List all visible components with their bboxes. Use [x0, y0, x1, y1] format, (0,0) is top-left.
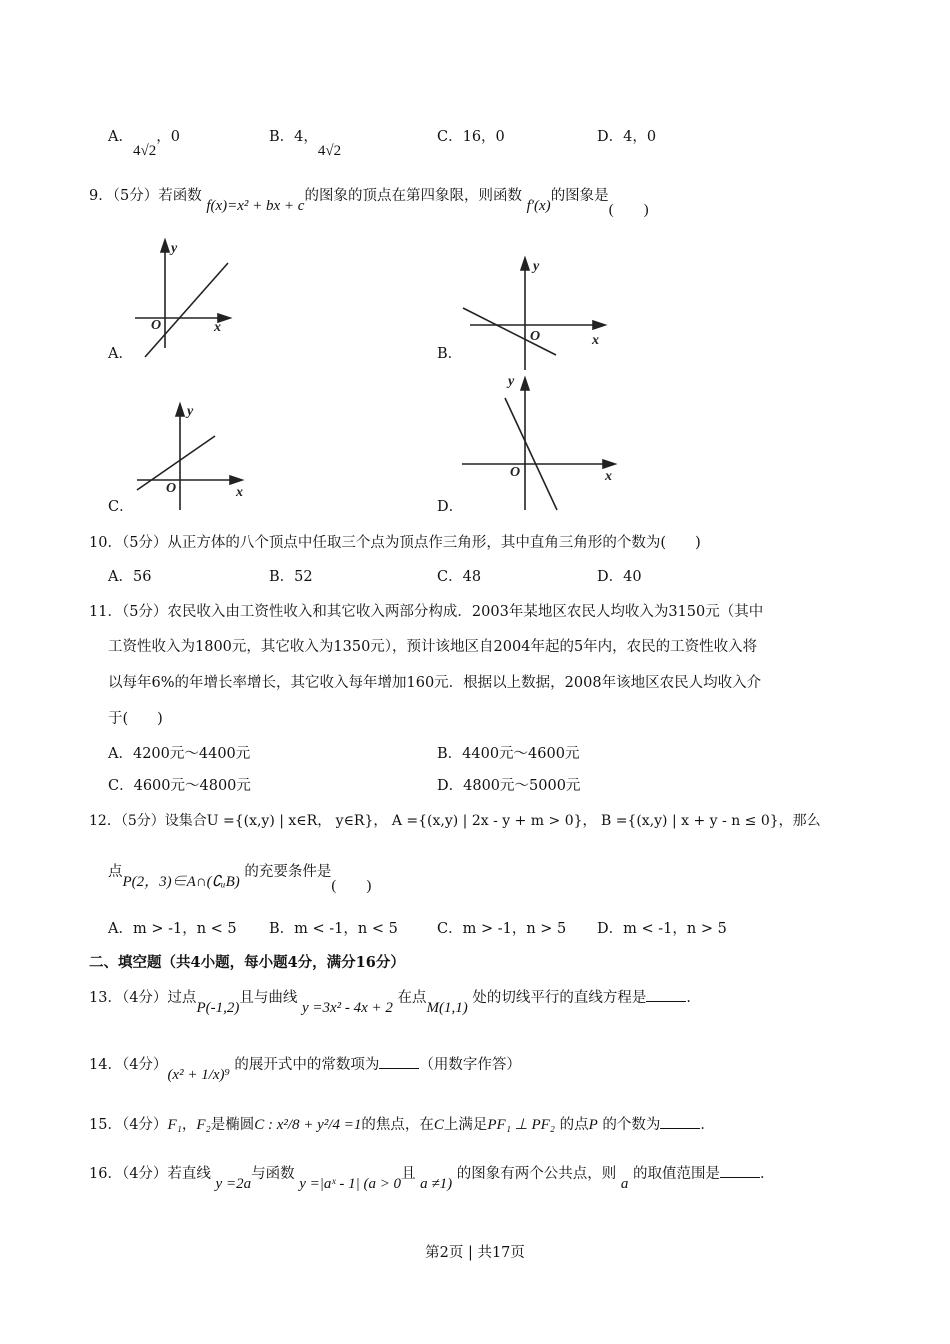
q8-option-b: B．4，4√2 — [269, 129, 342, 159]
graph-d-y-label: y — [508, 374, 515, 389]
q11-line-1: 11．（5分）农民收入由工资性收入和其它收入两部分构成．2003年某地区农民人均收入为3150元（其中 — [89, 604, 764, 620]
q10-question: 10．（5分）从正方体的八个顶点中任取三个点为顶点作三角形，其中直角三角形的个数为( ) — [89, 535, 701, 551]
graph-d — [462, 378, 615, 510]
graph-d-x-label: x — [605, 469, 612, 484]
graph-d-origin: O — [510, 465, 521, 480]
graph-c-origin: O — [166, 481, 177, 496]
q14-question: 14．（4分）(x² + 1/x)⁹ 的展开式中的常数项为 （用数字作答） — [89, 1054, 521, 1075]
section-heading: 二、填空题（共4小题，每小题4分，满分16分） — [89, 954, 405, 971]
q12-option-a: A．m > -1，n < 5 — [108, 921, 237, 937]
q16-question: 16．（4分）若直线 y =2a与函数 y =|aˣ - 1| (a > 0且 a ≠1) 的图象有两个公共点，则 a 的取值范围是 ． — [89, 1163, 774, 1184]
q9-question: 9．（5分）若函数 f(x)=x² + bx + c的图象的顶点在第四象限，则函数 f′(x)的图象是( ) — [89, 188, 649, 218]
page-footer: 第2页 | 共17页 — [425, 1245, 525, 1261]
q8-option-c: C．16，0 — [437, 129, 505, 145]
graph-d-label: D． — [437, 499, 464, 515]
graph-a-label: A． — [108, 346, 133, 362]
graph-c — [137, 404, 242, 510]
q11-option-d: D．4800元～5000元 — [437, 778, 581, 794]
q11-option-b: B．4400元～4600元 — [437, 746, 580, 762]
q13-question: 13．（4分）过点P(-1,2)且与曲线 y =3x² - 4x + 2 在点M(1,1) 处的切线平行的直线方程是 ． — [89, 987, 701, 1008]
q8-option-d: D．4，0 — [597, 129, 657, 145]
q10-option-b: B．52 — [269, 569, 313, 585]
answer-blank — [660, 1114, 700, 1129]
q8-option-a: A．4√2，0 — [108, 129, 180, 159]
q12-option-d: D．m < -1，n > 5 — [597, 921, 727, 937]
graph-b-origin: O — [530, 329, 541, 344]
q10-option-d: D．40 — [597, 569, 642, 585]
graph-a-x-label: x — [214, 320, 221, 335]
q11-option-c: C．4600元～4800元 — [108, 778, 251, 794]
q10-option-a: A．56 — [108, 569, 152, 585]
q15-question: 15．（4分）F₁，F₂是椭圆C : x²/8 + y²/4 =1的焦点，在C上满足PF₁ ⊥ PF₂ 的点P 的个数为 ． — [89, 1114, 715, 1135]
q12-option-c: C．m > -1，n > 5 — [437, 921, 567, 937]
q10-option-c: C．48 — [437, 569, 482, 585]
q11-line-3: 以每年6%的年增长率增长，其它收入每年增加160元．根据以上数据，2008年该地区农民人均收入介 — [108, 675, 762, 691]
graph-a — [135, 240, 230, 357]
answer-blank — [720, 1163, 760, 1178]
graph-c-x-label: x — [236, 485, 243, 500]
q12-option-b: B．m < -1，n < 5 — [269, 921, 398, 937]
q11-option-a: A．4200元～4400元 — [108, 746, 251, 762]
graph-a-y-label: y — [171, 241, 178, 256]
q12-line-2: 点P(2，3)∈A∩(∁ᵤB) 的充要条件是( ) — [108, 864, 372, 894]
graph-b — [463, 258, 605, 370]
graph-a-origin: O — [151, 318, 162, 333]
graph-b-y-label: y — [533, 259, 540, 274]
graph-c-label: C． — [108, 499, 134, 515]
q12-line-1: 12．（5分）设集合U ={(x,y) | x∈R， y∈R}， A ={(x,y) | 2x - y + m > 0}， B ={(x,y) | x + y - n ≤ 0}，那么 — [89, 813, 821, 829]
graph-b-x-label: x — [592, 333, 599, 348]
q11-line-4: 于( ) — [108, 711, 163, 727]
q11-line-2: 工资性收入为1800元，其它收入为1350元），预计该地区自2004年起的5年内，农民的工资性收入将 — [108, 639, 758, 655]
graph-b-label: B． — [437, 346, 463, 362]
answer-blank — [379, 1054, 419, 1069]
q9-graphs — [0, 0, 950, 520]
answer-blank — [646, 987, 686, 1002]
graph-c-y-label: y — [187, 404, 194, 419]
